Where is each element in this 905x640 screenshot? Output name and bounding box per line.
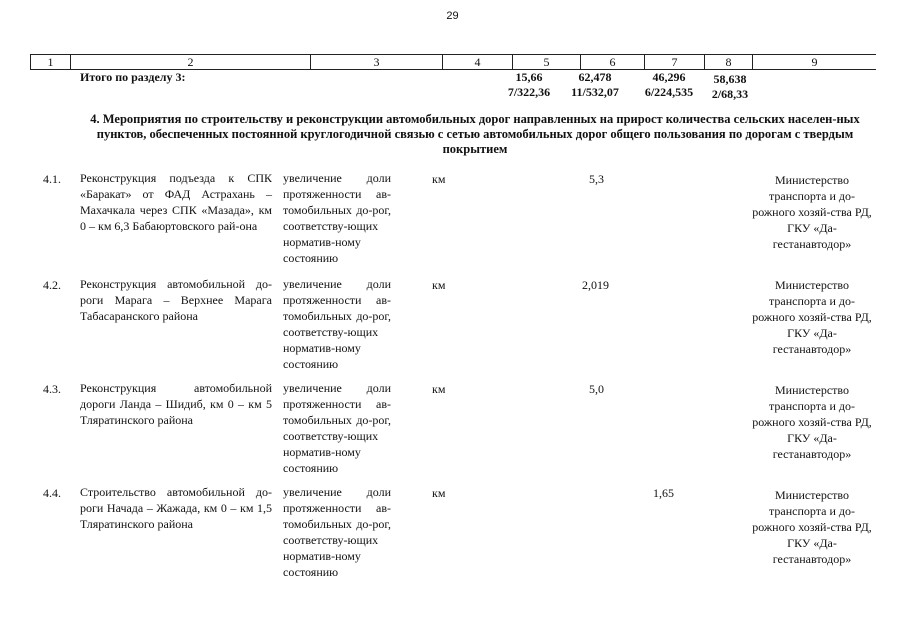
row-value: 2,019	[582, 278, 609, 292]
row-executor: Министерство транспорта и до-рожного хозяй-ства РД, ГКУ «Да-гестанавтодор»	[752, 173, 872, 251]
section-title: 4. Мероприятия по строительству и реконструкции автомобильных дорог направленных на прирост количества сельских населен-ных пунктов, обеспеченных постоянной круглогодичной связью с сетью автомобильных дорог общего пользования по дорогам с твердым покрытием	[90, 112, 860, 156]
row-name: Строительство автомобильной до-роги Начада – Жажада, км 0 – км 1,5 Тляратинского района	[80, 485, 272, 531]
row-indicator: увеличение доли протяженности ав-томобильных до-рог, соответству-ющих норматив-ному состоянию	[283, 381, 391, 475]
section-total-col8-line2: 2/68,33	[711, 87, 749, 101]
column-number-9: 9	[752, 55, 876, 69]
row-unit: км	[432, 278, 446, 292]
row-number: 4.4.	[43, 486, 61, 500]
column-number-6: 6	[580, 55, 644, 69]
row-name: Реконструкция автомобильной дороги Ланда – Шидиб, км 0 – км 5 Тляратинского района	[80, 381, 272, 427]
row-indicator: увеличение доли протяженности ав-томобильных до-рог, соответству-ющих норматив-ному состоянию	[283, 485, 391, 579]
section-total-col8-line1: 58,638	[713, 72, 747, 86]
column-number-1: 1	[30, 55, 70, 69]
row-number: 4.2.	[43, 278, 61, 292]
row-number: 4.1.	[43, 172, 61, 186]
section-total-col8	[704, 72, 756, 102]
section-total-col5	[497, 70, 561, 100]
row-executor: Министерство транспорта и до-рожного хозяй-ства РД, ГКУ «Да-гестанавтодор»	[752, 488, 872, 566]
row-value: 5,0	[589, 382, 604, 396]
column-number-5: 5	[512, 55, 580, 69]
row-unit: км	[432, 172, 446, 186]
section-total-col6-line1: 62,478	[578, 70, 612, 84]
column-number-8: 8	[704, 55, 752, 69]
row-executor: Министерство транспорта и до-рожного хозяй-ства РД, ГКУ «Да-гестанавтодор»	[752, 383, 872, 461]
section-total-col7-line1: 46,296	[652, 70, 686, 84]
column-number-3: 3	[310, 55, 442, 69]
section-total-col5-line1: 15,66	[515, 70, 543, 84]
row-value: 1,65	[653, 486, 674, 500]
row-number: 4.3.	[43, 382, 61, 396]
page-number: 29	[446, 10, 459, 22]
column-number-header	[30, 54, 876, 70]
row-indicator: увеличение доли протяженности ав-томобильных до-рог, соответству-ющих норматив-ному состоянию	[283, 277, 391, 371]
row-indicator: увеличение доли протяженности ав-томобильных до-рог, соответству-ющих норматив-ному состоянию	[283, 171, 391, 265]
row-name: Реконструкция автомобильной до-роги Марага – Верхнее Марага Табасаранского района	[80, 277, 272, 323]
section-total-label: Итого по разделу 3:	[80, 70, 186, 84]
section-total-col6-line2: 11/532,07	[571, 85, 619, 99]
column-number-2: 2	[70, 55, 310, 69]
row-executor: Министерство транспорта и до-рожного хозяй-ства РД, ГКУ «Да-гестанавтодор»	[752, 278, 872, 356]
section-total-col5-line2: 7/322,36	[507, 85, 551, 99]
row-value: 5,3	[589, 172, 604, 186]
section-total-col7	[636, 70, 702, 100]
row-unit: км	[432, 382, 446, 396]
section-total-col7-line2: 6/224,535	[644, 85, 694, 99]
row-unit: км	[432, 486, 446, 500]
section-total-col6	[562, 70, 628, 100]
row-name: Реконструкция подъезда к СПК «Баракат» от ФАД Астрахань – Махачкала через СПК «Мазада», км 0 – км 6,3 Бабаюртовского рай-она	[80, 171, 272, 233]
column-number-7: 7	[644, 55, 704, 69]
column-number-4: 4	[442, 55, 512, 69]
